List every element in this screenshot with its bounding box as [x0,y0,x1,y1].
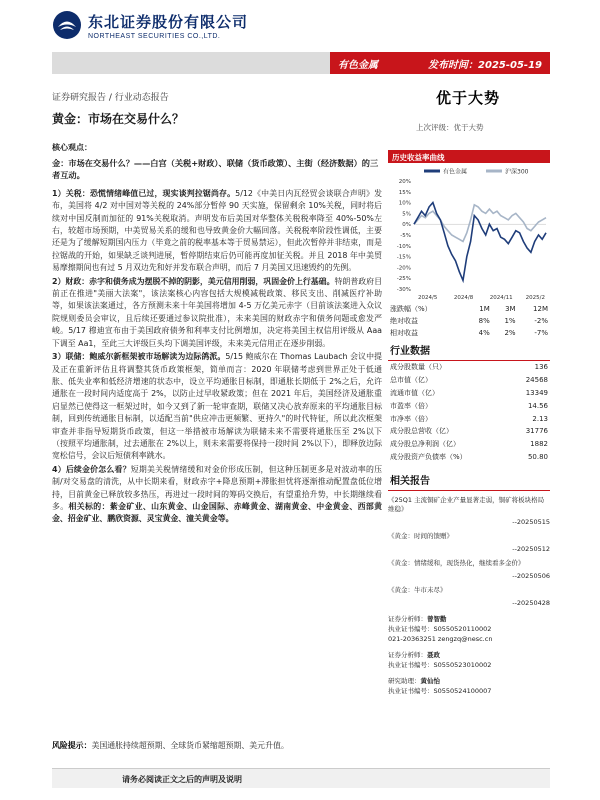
core-label: 核心观点： [52,143,92,152]
performance-cell: -7% [534,329,548,337]
paragraph-fiscal-lead: 2）财政：赤字和债务成为摆脱不掉的阴影，美元信用削弱，巩固金价上行基础。 [52,276,335,286]
analyst-name: 黄仙怡 [420,677,440,686]
industry-data-row [388,438,550,451]
analyst-role: 证券分析师： [388,615,427,624]
analyst-name: 曾智勤 [427,615,447,624]
y-tick-label: 10% [398,200,411,207]
industry-data-label: 总市值（亿） [390,376,432,385]
paragraph-fiscal-body: 特朗普政府目前正在推进"美丽大法案"，该法案核心内容包括大规模减税政策、移民支出、削减医疗补助等，如果该法案通过，各方预测未来十年美国将增加 4-5 万亿美元赤字（目前该法案进入众议院规则委员会审议，且后续还要通过参议院批准），未来美国的财政赤字和债务问题或愈发严峻。5/17 穆迪宣布由于美国政府债务和利率支付比例增加，决定将美国主权信用评级从 Aaa 下调至 Aa1，至此三大评级巨头均下调美国评级，未来美元信用正在逐步削弱。 [52,276,382,348]
rating: 优于大势 [436,89,501,107]
performance-cell: 3M [505,305,516,313]
industry-data-label: 成分股总净利润（亿） [390,440,460,449]
industry-data-label: 流通市值（亿） [390,388,439,397]
header-bar-gray [52,52,330,74]
performance-cell: 2% [504,329,516,337]
y-tick-label: 0% [402,222,411,229]
series-line [414,203,546,281]
performance-cell: 涨跌幅（%） [390,305,432,313]
related-report-date: --20250515 [512,518,550,527]
industry-data-value: 14.56 [527,401,548,410]
related-report-title[interactable]: 《黄金：牛市未尽》 [388,586,447,595]
core-summary: 金：市场在交易什么？——白宫（关税+财政）、联储（货币政策）、主街（经济数据）的三者互动。 [52,158,379,181]
y-tick-label: -30% [396,287,411,293]
analyst-role: 证券分析师： [388,651,427,660]
paragraph-fed-body: 5/15 鲍威尔在 Thomas Laubach 会议中提及正在重新评估且将调整其货币政策框架，简单而言：2020 年联储考虑到世界正处于低通胀、低失业率和低经济增速的状态中，设立平均通胀目标制，即通胀长期低于 2%之后，允许通胀在一段时间内适度高于 2%，以防止过早收紧政策；但在 2021 年后，美国经济及通胀重启显然已使得这一框架过时，如今又到了新一轮审查期，联储又决心放弃原来的平均通胀目标制，回到传统通胀目标制，以适配当前"供应冲击更频繁、更持久"的时代特征，所以此次框架审查并非指导短期货币政策，但这一举措被市场解读为联储未来不需要将通胀压至 2%以下（按照平均通胀制，过去通胀在 2%以上，则未来需要将保持一段时间 2%以下），即释放边际宽松信号，会议后短债利率跳水。 [52,352,382,461]
industry-data-label: 市净率（倍） [390,414,432,423]
related-stocks-label: 相关标的： [68,501,110,511]
related-reports [388,496,550,608]
performance-table [388,303,550,339]
industry-data-value: 1882 [530,440,548,449]
x-tick-label: 2025/2 [525,295,546,301]
paragraph-fed-lead: 3）联储：鲍威尔新框架被市场解读为边际鸽派。 [52,352,226,362]
risk-text: 美国通胀持续超预期、全球货币紧缩超预期、美元升值。 [91,741,289,750]
publish-date: 发布时间：2025-05-19 [428,59,542,71]
related-stocks: 紫金矿业、山东黄金、山金国际、赤峰黄金、湖南黄金、中金黄金、西部黄金、招金矿业、鹏欣资源、灵宝黄金、潼关黄金等。 [52,501,382,524]
industry-data-value: 136 [534,363,548,372]
related-report-date: --20250428 [512,599,550,608]
paragraph-fiscal [52,276,382,350]
company-name-cn: 东北证券股份有限公司 [88,12,249,31]
performance-cell: 绝对收益 [390,317,418,325]
analyst-contact: 执业证书编号：S0550523010002 [388,661,492,670]
related-report-item[interactable] [388,532,550,554]
paragraph-outlook [52,464,382,526]
industry-data-label: 成分股总营收（亿） [390,427,453,436]
y-tick-label: -20% [396,265,411,272]
y-tick-label: 20% [398,179,411,185]
paragraph-outlook-lead: 4）后续金价怎么看？ [52,464,131,474]
analyst-list [388,614,550,696]
analyst-item [388,650,550,670]
analyst-role: 研究助理： [388,677,421,686]
y-tick-label: -25% [396,276,411,283]
paragraph-tariff [52,188,382,275]
analyst-name: 聂政 [427,651,440,660]
y-tick-label: -15% [396,254,411,261]
legend-label: 有色金属 [443,168,468,176]
risk-label: 风险提示： [52,741,92,750]
x-tick-label: 2024/8 [453,295,474,301]
reports-header [388,469,550,491]
industry-data-row [388,412,550,425]
paragraph-fed [52,351,382,463]
footer-disclaimer: 请务必阅读正文之后的声明及说明 [122,775,242,784]
paragraph-tariff-body: 5/12《中美日内瓦经贸会谈联合声明》发布，美国将 4/2 对中国对等关税的 24%部分暂停 90 天实施，保留剩余 10%关税，同时将后续对中国反制而加征的 91%关税取消。声明发布后美国对华整体关税税率降至 40%-50%左右，较超市场预期，中美贸易关系的缓和也导致黄金价大幅回落。关税税率阶段性调低，主要还是为了缓解短期国内压力（毕竟之前的税率基本等于贸易禁运），但此次暂停并非结束，而是拉锯战的开始，如果缺乏谈判进展，暂停期结束后仍可能再度加征关税。并且 2018 年中美贸易摩擦期间也有过 5 月双边先和好并发布联合声明，而后 7 月美国又迅速毁约的先例。 [52,188,382,273]
related-report-date: --20250512 [512,545,550,554]
performance-row [388,327,550,339]
return-chart [388,163,550,303]
industry-data-row [388,450,550,463]
risk-warning [52,740,289,751]
industry-data-value: 24568 [525,376,548,385]
y-tick-label: 15% [398,189,411,196]
industry-data-row [388,387,550,400]
company-name-en: NORTHEAST SECURITIES CO.,LTD. [88,32,221,40]
analyst-item [388,676,550,696]
performance-cell: 相对收益 [390,329,418,337]
paragraph-outlook-body: 短期美关税情绪缓和对金价形成压制，但这种压制更多是对波动率的压制/对交易盘的清洗，从中长期来看，财政赤字+降息预期+滞胀担忧将逐渐推动配置盘低位增持，目前黄金已释放较多热压，再进过一段时间的筹码交换后，有望重拾升势，中长期继续看多。 [52,464,382,511]
previous-rating: 上次评级：优于大势 [416,123,484,132]
industry-data-label: 成分股资产负债率（%） [390,452,467,461]
industry-data-table [388,361,550,463]
main-content [52,142,382,527]
industry-data-value: 31776 [525,427,548,436]
related-report-item[interactable] [388,586,550,608]
performance-cell: 12M [533,305,548,313]
report-title: 黄金：市场在交易什么？ [52,112,185,126]
logo-emblem-icon [52,10,82,40]
industry-data-label: 市盈率（倍） [390,401,432,410]
industry-data-value: 2.13 [532,414,548,423]
industry-data-title: 行业数据 [390,346,430,357]
related-report-item[interactable] [388,559,550,581]
paragraph-tariff-lead: 1）关税：恐慌情绪峰值已过，现实谈判拉锯尚存。 [52,188,236,198]
x-tick-label: 2024/11 [489,295,513,301]
y-tick-label: -5% [400,233,411,239]
footer [52,768,550,788]
header-bar-red [330,52,550,74]
performance-cell: 1% [504,317,516,325]
related-report-title[interactable]: 《黄金：时间的馈赠》 [388,532,453,541]
y-tick-label: 5% [402,211,411,218]
performance-row [388,315,550,327]
analyst-contact: 执业证书编号：S0550520110002 [388,625,492,634]
performance-cell: 8% [478,317,490,325]
industry-data-value: 50.80 [527,452,548,461]
reports-title: 相关报告 [390,476,430,488]
return-chart-svg [388,163,550,303]
industry-data-value: 13349 [525,388,548,397]
related-report-title[interactable]: 《25Q1 主流铜矿企业产量显著走弱，铜矿将板块格局维稳》 [388,496,545,514]
industry-data-row [388,361,550,374]
breadcrumb: 证券研究报告 / 行业动态报告 [52,93,169,103]
analyst-contact: 执业证书编号：S0550524100007 [388,687,492,696]
x-tick-label: 2024/5 [418,295,438,301]
industry-data-label: 成分股数量（只） [390,363,446,372]
related-report-item[interactable] [388,496,550,527]
related-report-title[interactable]: 《黄金：情绪缓和，现货热化，继续看多金价》 [388,559,525,568]
industry-data-row [388,425,550,438]
sidebar [388,150,550,696]
sector-label: 有色金属 [338,59,378,71]
legend-label: 沪深300 [505,168,529,176]
analyst-contact: 021-20363251 zengzq@nesc.cn [388,635,493,644]
header-bar [52,52,550,74]
chart-section-title: 历史收益率曲线 [388,150,550,163]
related-report-date: --20250506 [512,572,550,581]
analyst-item [388,614,550,644]
industry-data-header [388,339,550,361]
performance-cell: 1M [479,305,490,313]
performance-cell: -2% [534,317,548,325]
industry-data-row [388,399,550,412]
company-logo [52,10,248,40]
performance-header-row [388,303,550,315]
industry-data-row [388,374,550,387]
y-tick-label: -10% [396,243,411,250]
performance-cell: 4% [478,329,490,337]
